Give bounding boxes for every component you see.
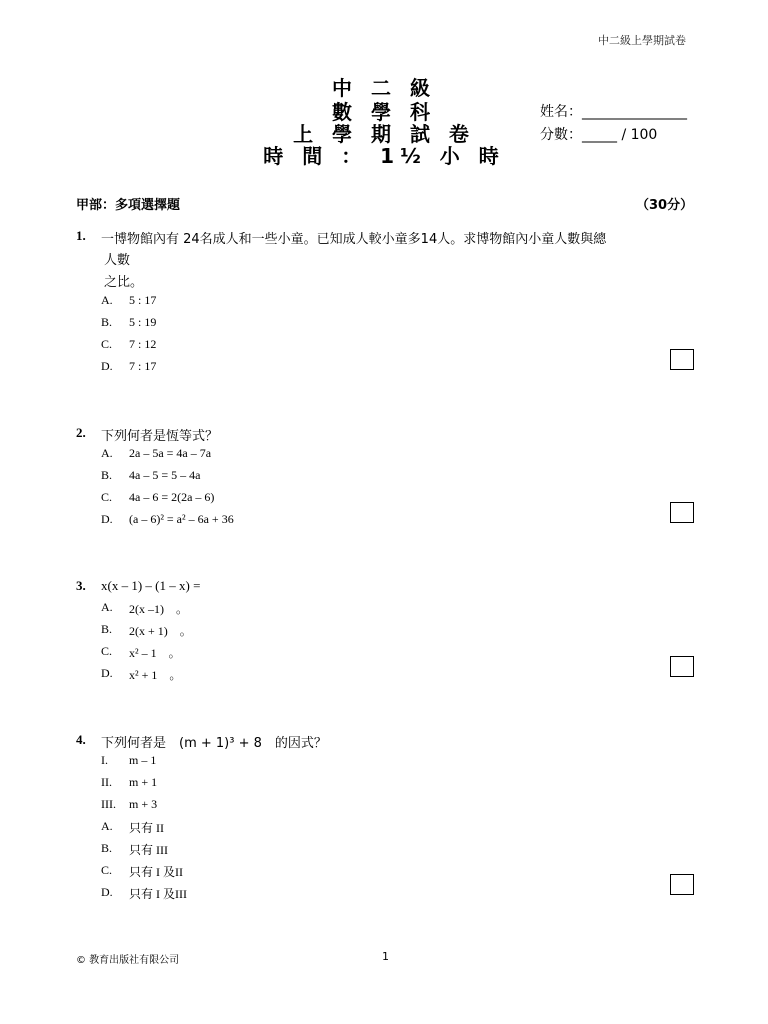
- option-c: x² – 1 。: [129, 646, 181, 660]
- option-letter: B.: [101, 315, 113, 329]
- section-marks: （30分）: [636, 198, 694, 213]
- option-c: 只有 I 及II: [129, 865, 183, 879]
- option-letter: D.: [101, 666, 113, 680]
- option-b: 2(x + 1) 。: [129, 624, 192, 638]
- title-exam: 上 學 期 試 卷: [293, 122, 475, 146]
- option-letter: A.: [101, 293, 113, 307]
- option-letter: B.: [101, 468, 113, 482]
- statement-roman: I.: [101, 753, 108, 767]
- title-subject: 數 學 科: [332, 100, 436, 124]
- option-letter: B.: [101, 841, 113, 855]
- answer-box[interactable]: [670, 349, 694, 370]
- statement-iii: m + 3: [129, 797, 158, 811]
- option-letter: D.: [101, 885, 113, 899]
- option-letter: A.: [101, 600, 113, 614]
- option-letter: D.: [101, 512, 113, 526]
- option-a: 2(x –1) 。: [129, 602, 188, 616]
- question-text: 人數: [104, 253, 131, 268]
- question-text: 一博物館內有 24名成人和一些小童。已知成人較小童多14人。求博物館內小童人數與總: [101, 232, 607, 247]
- question-text: 之比。: [104, 275, 144, 290]
- question-text: 下列何者是 (m + 1)³ + 8 的因式？: [101, 736, 327, 751]
- question-number: 3.: [76, 578, 86, 593]
- option-a: 2a – 5a = 4a – 7a: [129, 446, 212, 460]
- statement-ii: m + 1: [129, 775, 158, 789]
- answer-box[interactable]: [670, 656, 694, 677]
- option-letter: A.: [101, 446, 113, 460]
- option-c: 4a – 6 = 2(2a – 6): [129, 490, 215, 504]
- option-d: 只有 I 及III: [129, 887, 187, 901]
- question-text: x(x – 1) – (1 – x) =: [101, 578, 201, 593]
- option-a: 5 : 17: [129, 293, 157, 307]
- option-b: 4a – 5 = 5 – 4a: [129, 468, 201, 482]
- paper-header: 中二級上學期試卷: [598, 34, 686, 47]
- option-letter: C.: [101, 644, 113, 658]
- option-b: 只有 III: [129, 843, 168, 857]
- section-title: 甲部：多項選擇題: [76, 198, 181, 213]
- question-number: 4.: [76, 732, 86, 747]
- statement-roman: III.: [101, 797, 116, 811]
- footer-publisher: © 教育出版社有限公司: [76, 955, 180, 966]
- name-field: 姓名：_______________: [540, 104, 687, 120]
- option-a: 只有 II: [129, 821, 164, 835]
- page-number: 1: [382, 950, 389, 963]
- score-field: 分數：_____ / 100: [540, 127, 658, 143]
- statement-roman: II.: [101, 775, 112, 789]
- option-letter: B.: [101, 622, 113, 636]
- option-d: (a – 6)² = a² – 6a + 36: [129, 512, 234, 526]
- option-letter: C.: [101, 490, 113, 504]
- title-time: 時 間 ： 1½ 小 時: [263, 144, 505, 168]
- option-letter: D.: [101, 359, 113, 373]
- option-letter: C.: [101, 863, 113, 877]
- option-c: 7 : 12: [129, 337, 157, 351]
- statement-i: m – 1: [129, 753, 157, 767]
- question-text: 下列何者是恆等式？: [101, 429, 219, 444]
- title-grade: 中 二 級: [332, 76, 436, 100]
- option-letter: C.: [101, 337, 113, 351]
- question-number: 2.: [76, 425, 86, 440]
- answer-box[interactable]: [670, 502, 694, 523]
- question-number: 1.: [76, 228, 86, 243]
- answer-box[interactable]: [670, 874, 694, 895]
- option-b: 5 : 19: [129, 315, 157, 329]
- option-letter: A.: [101, 819, 113, 833]
- option-d: 7 : 17: [129, 359, 157, 373]
- option-d: x² + 1 。: [129, 668, 182, 682]
